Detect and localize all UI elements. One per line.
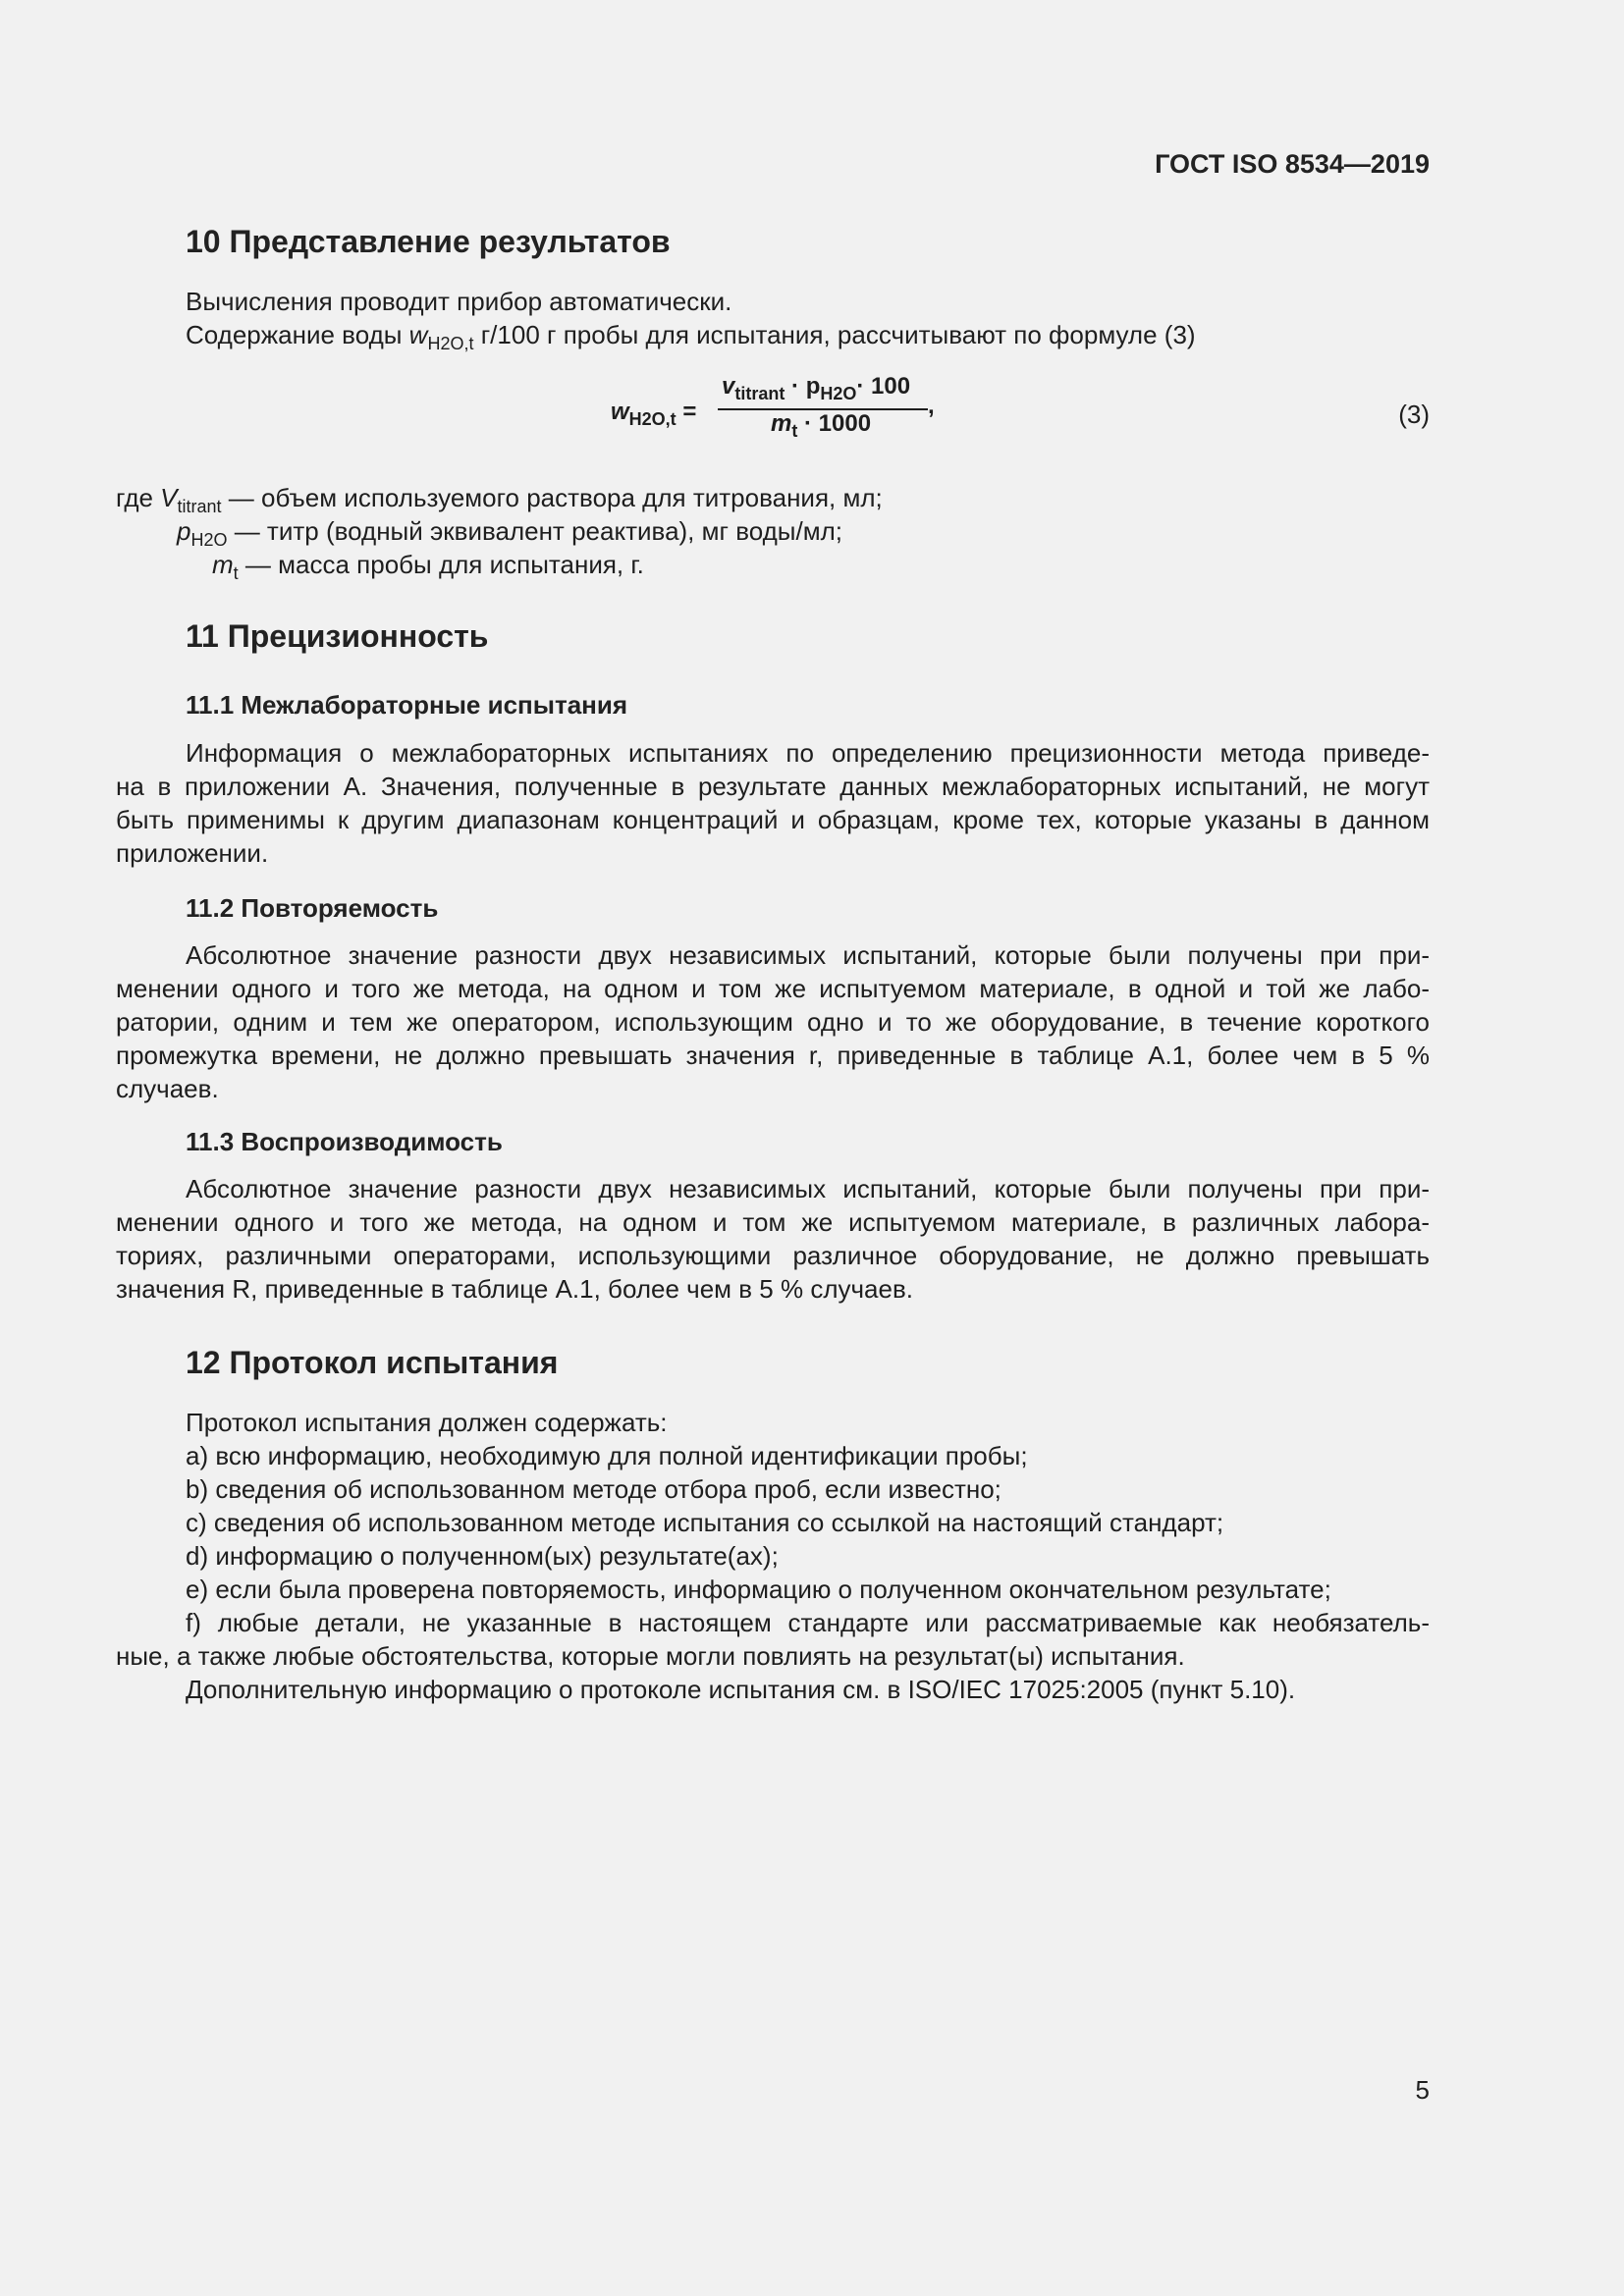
where-item-m: $m_t$ — масса пробы для испытания, г. — [212, 550, 644, 584]
s12-item-b: b) сведения об использованном методе отбора проб, если известно; — [186, 1474, 1001, 1504]
formula-numerator: $v_{titrant} \cdot p_{H2O}\cdot 100$ — [722, 373, 911, 403]
s12-item-a: a) всю информацию, необходимую для полной идентификации пробы; — [186, 1441, 1028, 1470]
s11-3-line-3: ториях, различными операторами, использующими различное оборудование, не должно превышать — [116, 1241, 1430, 1270]
s11-1-line-1: Информация о межлабораторных испытаниях по определению прецизионности метода приведе- — [186, 738, 1430, 768]
formula-lhs: $w_{H2O,t}$ = — [611, 399, 697, 429]
s10-paragraph-1: Вычисления проводит прибор автоматически. — [186, 287, 732, 316]
section-11-title: 11 Прецизионность — [186, 618, 489, 654]
where-item-p: $p_{H2O}$ — титр (водный эквивалент реактива), мг воды/мл; — [177, 516, 842, 551]
s12-item-c: c) сведения об использованном методе испытания со ссылкой на настоящий стандарт; — [186, 1508, 1224, 1537]
document-code: ГОСТ ISO 8534—2019 — [1155, 149, 1430, 179]
s11-2-line-1: Абсолютное значение разности двух независимых испытаний, которые были получены при при- — [186, 940, 1430, 970]
s10-paragraph-2: Содержание воды $w_{H2O,t}$ г/100 г пробы для испытания, рассчитывают по формуле (3) — [186, 320, 1196, 354]
s12-extra-info: Дополнительную информацию о протоколе испытания см. в ISO/IEC 17025:2005 (пункт 5.10). — [186, 1675, 1296, 1704]
section-12-title: 12 Протокол испытания — [186, 1345, 559, 1380]
s12-item-d: d) информацию о полученном(ых) результате(ах); — [186, 1541, 779, 1571]
formula-comma: , — [928, 393, 935, 419]
s11-2-line-5: случаев. — [116, 1074, 219, 1103]
s11-2-line-3: ратории, одним и тем же оператором, использующим одно и то же оборудование, в течение короткого — [116, 1007, 1430, 1037]
s11-2-line-2: менении одного и того же метода, на одном и том же испытуемом материале, в одной и той же лабо- — [116, 974, 1430, 1003]
s11-3-line-4: значения R, приведенные в таблице А.1, более чем в 5 % случаев. — [116, 1274, 913, 1304]
s11-3-line-1: Абсолютное значение разности двух независимых испытаний, которые были получены при при- — [186, 1174, 1430, 1203]
s11-1-line-3: быть применимы к другим диапазонам концентраций и образцам, кроме тех, которые указаны в данном — [116, 805, 1430, 834]
subsection-11-3-title: 11.3 Воспроизводимость — [186, 1127, 503, 1156]
section-10-title: 10 Представление результатов — [186, 224, 671, 259]
s11-3-line-2: менении одного и того же метода, на одном и том же испытуемом материале, в различных лабора- — [116, 1207, 1430, 1237]
s12-item-f-line-1: f) любые детали, не указанные в настоящем стандарте или рассматриваемые как необязатель- — [186, 1608, 1430, 1637]
s12-intro: Протокол испытания должен содержать: — [186, 1408, 668, 1437]
where-item-v: где $V_{titrant}$ — объем используемого раствора для титрования, мл; — [116, 483, 883, 517]
s12-item-f-line-2: ные, а также любые обстоятельства, которые могли повлиять на результат(ы) испытания. — [116, 1641, 1185, 1671]
s11-1-line-4: приложении. — [116, 838, 269, 868]
formula-denominator: $m_t \cdot 1000$ — [771, 410, 872, 441]
formula-number: (3) — [1398, 400, 1430, 429]
s11-1-line-2: на в приложении А. Значения, полученные в результате данных межлабораторных испытаний, не могут — [116, 772, 1430, 801]
page-number: 5 — [1415, 2075, 1430, 2105]
subsection-11-1-title: 11.1 Межлабораторные испытания — [186, 690, 628, 720]
subsection-11-2-title: 11.2 Повторяемость — [186, 893, 439, 923]
s12-item-e: e) если была проверена повторяемость, информацию о полученном окончательном результате; — [186, 1575, 1331, 1604]
s11-2-line-4: промежутка времени, не должно превышать значения r, приведенные в таблице А.1, более чем в 5 % — [116, 1041, 1430, 1070]
